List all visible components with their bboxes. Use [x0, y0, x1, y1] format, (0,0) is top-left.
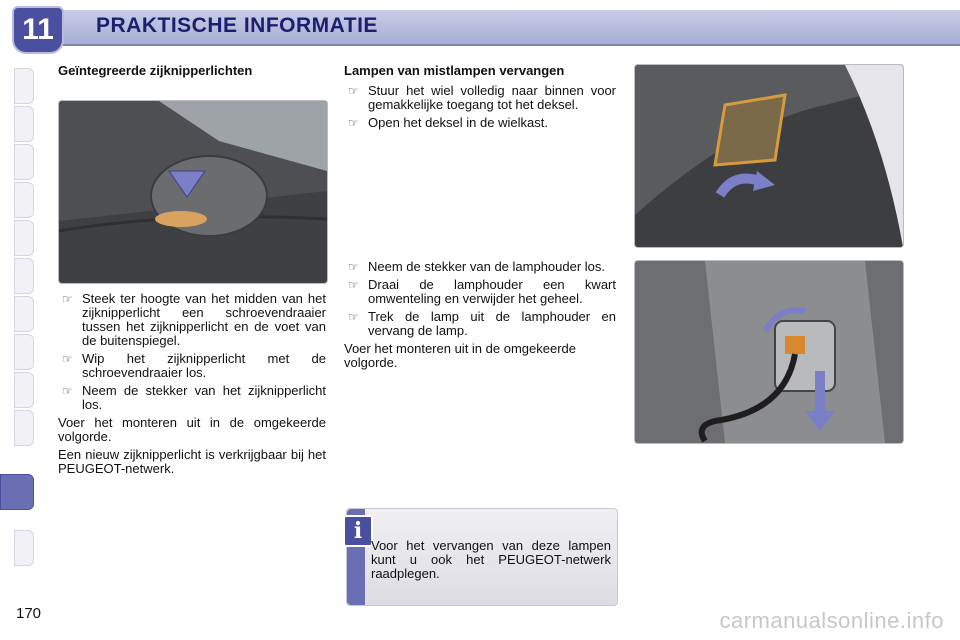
bullet-hand-icon: ☞ [62, 352, 73, 366]
instruction-step: ☞ Trek de lamp uit de lamphouder en vervang de lamp. [348, 309, 616, 338]
bullet-hand-icon: ☞ [348, 116, 359, 130]
wheel-arch-cover-illustration [634, 64, 904, 248]
section-heading: Lampen van mistlampen vervangen [344, 63, 565, 78]
side-tab[interactable] [14, 296, 34, 332]
bullet-hand-icon: ☞ [62, 292, 73, 306]
instruction-step: ☞ Neem de stekker van het zijknipperlicht los. [62, 383, 326, 412]
side-tab[interactable] [14, 144, 34, 180]
section-heading: Geïntegreerde zijknipperlichten [58, 63, 253, 78]
side-tab[interactable] [14, 258, 34, 294]
side-tab[interactable] [14, 530, 34, 566]
instruction-step: ☞ Draai de lamphouder een kwart omwenteling en verwijder het geheel. [348, 277, 616, 306]
left-column [58, 64, 326, 84]
side-tab[interactable] [14, 334, 34, 370]
bullet-hand-icon: ☞ [348, 260, 359, 274]
info-icon: i [343, 515, 373, 547]
chapter-number-tab: 11 [12, 6, 64, 54]
paragraph: Een nieuw zijknipperlicht is verkrijgbaar bij het PEUGEOT-netwerk. [58, 447, 326, 476]
left-instructions [58, 292, 326, 480]
page-title: PRAKTISCHE INFORMATIE [96, 14, 378, 37]
instruction-step: ☞ Wip het zijknipperlicht met de schroevendraaier los. [62, 351, 326, 380]
instruction-step: ☞ Stuur het wiel volledig naar binnen voor gemakkelijke toegang tot het deksel. [348, 83, 616, 112]
instruction-step: ☞ Open het deksel in de wielkast. [348, 115, 548, 130]
mirror-illustration [58, 100, 328, 284]
middle-column-top [344, 64, 616, 134]
paragraph: Voer het monteren uit in de omgekeerde volgorde. [58, 415, 326, 444]
side-tab[interactable] [14, 182, 34, 218]
side-tab[interactable] [14, 220, 34, 256]
page-header [0, 0, 960, 52]
instruction-step: ☞ Neem de stekker van de lamphouder los. [348, 259, 606, 274]
side-tab[interactable] [14, 68, 34, 104]
paragraph: Voer het monteren uit in de omgekeerde volgorde. [344, 341, 576, 370]
bullet-hand-icon: ☞ [348, 278, 359, 292]
side-tab[interactable] [14, 372, 34, 408]
page-number: 170 [16, 605, 42, 622]
watermark: carmanualsonline.info [719, 608, 944, 633]
side-tab[interactable] [14, 410, 34, 446]
side-tab-active[interactable] [0, 474, 34, 510]
side-tab[interactable] [14, 106, 34, 142]
bullet-hand-icon: ☞ [62, 384, 73, 398]
instruction-step: ☞ Steek ter hoogte van het midden van het zijknipperlicht een schroevendraaier tussen het zijknipperlicht en de voet van de buitenspiegel. [62, 291, 326, 348]
info-text: Voor het vervangen van deze lampen kunt u ook het PEUGEOT-netwerk raadplegen. [371, 538, 611, 581]
lamp-holder-illustration [634, 260, 904, 444]
bullet-hand-icon: ☞ [348, 310, 359, 324]
info-box [346, 508, 618, 606]
middle-column-bottom [344, 260, 616, 374]
chapter-side-tabs [0, 60, 34, 580]
bullet-hand-icon: ☞ [348, 84, 359, 98]
